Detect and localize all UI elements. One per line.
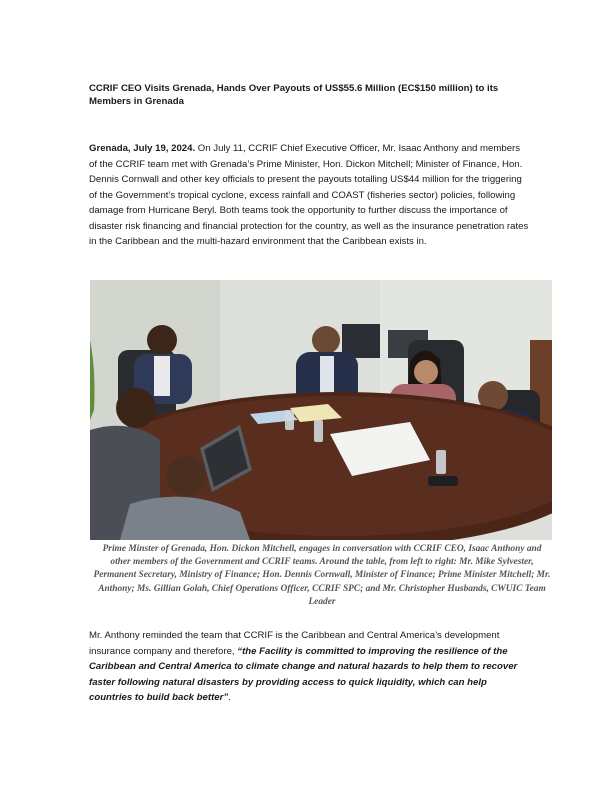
closing-intro: Mr. Anthony reminded the team that CCRIF is the Caribbean and Central America’s development insurance company and therefore, <box>89 630 500 657</box>
closing-quote: “the Facility is committed to improving the resilience of the Caribbean and Central America to climate change and natural hazards to help them to recover faster following natural disasters by providing access to quick liquidity, which can help countries to build back better” <box>89 645 518 703</box>
closing-paragraph <box>89 628 529 706</box>
article-title: CCRIF CEO Visits Grenada, Hands Over Payouts of US$55.6 Million (EC$150 million) to its Members in Grenada <box>89 83 499 107</box>
photo-caption: Prime Minster of Grenada, Hon. Dickon Mitchell, engages in conversation with CCRIF CEO, Isaac Anthony and other members of the Government and CCRIF teams. Around the table, from left to right: Mr. Mike Sylvester, Permanent Secretary, Ministry of Finance; Hon. Dennis Cornwall, Minister of Finance; Prime Minister Mitchell; Mr. Anthony; Ms. Gillian Golah, Chief Operations Officer, CCRIF SPC; and Mr. Christopher Husbands, CWUIC Team Leader <box>93 544 551 607</box>
meeting-photo <box>90 280 552 540</box>
lead-body: On July 11, CCRIF Chief Executive Officer, Mr. Isaac Anthony and members of the CCRIF team met with Grenada’s Prime Minister, Hon. Dickon Mitchell; Minister of Finance, Hon. Dennis Cornwall and other key officials to present the payouts totalling US$44 million for the triggering of the Government’s tropical cyclone, excess rainfall and COAST (fisheries sector) policies, following damage from Hurricane Beryl. Both teams took the opportunity to further discuss the importance of disaster risk financing and financial protection for the country, as well as the insurance penetration rates in the Caribbean and the multi-hazard environment that the Caribbean exists in. <box>89 143 529 247</box>
lead-paragraph <box>89 141 529 250</box>
closing-end: . <box>228 692 231 703</box>
dateline: Grenada, July 19, 2024. <box>89 143 196 154</box>
